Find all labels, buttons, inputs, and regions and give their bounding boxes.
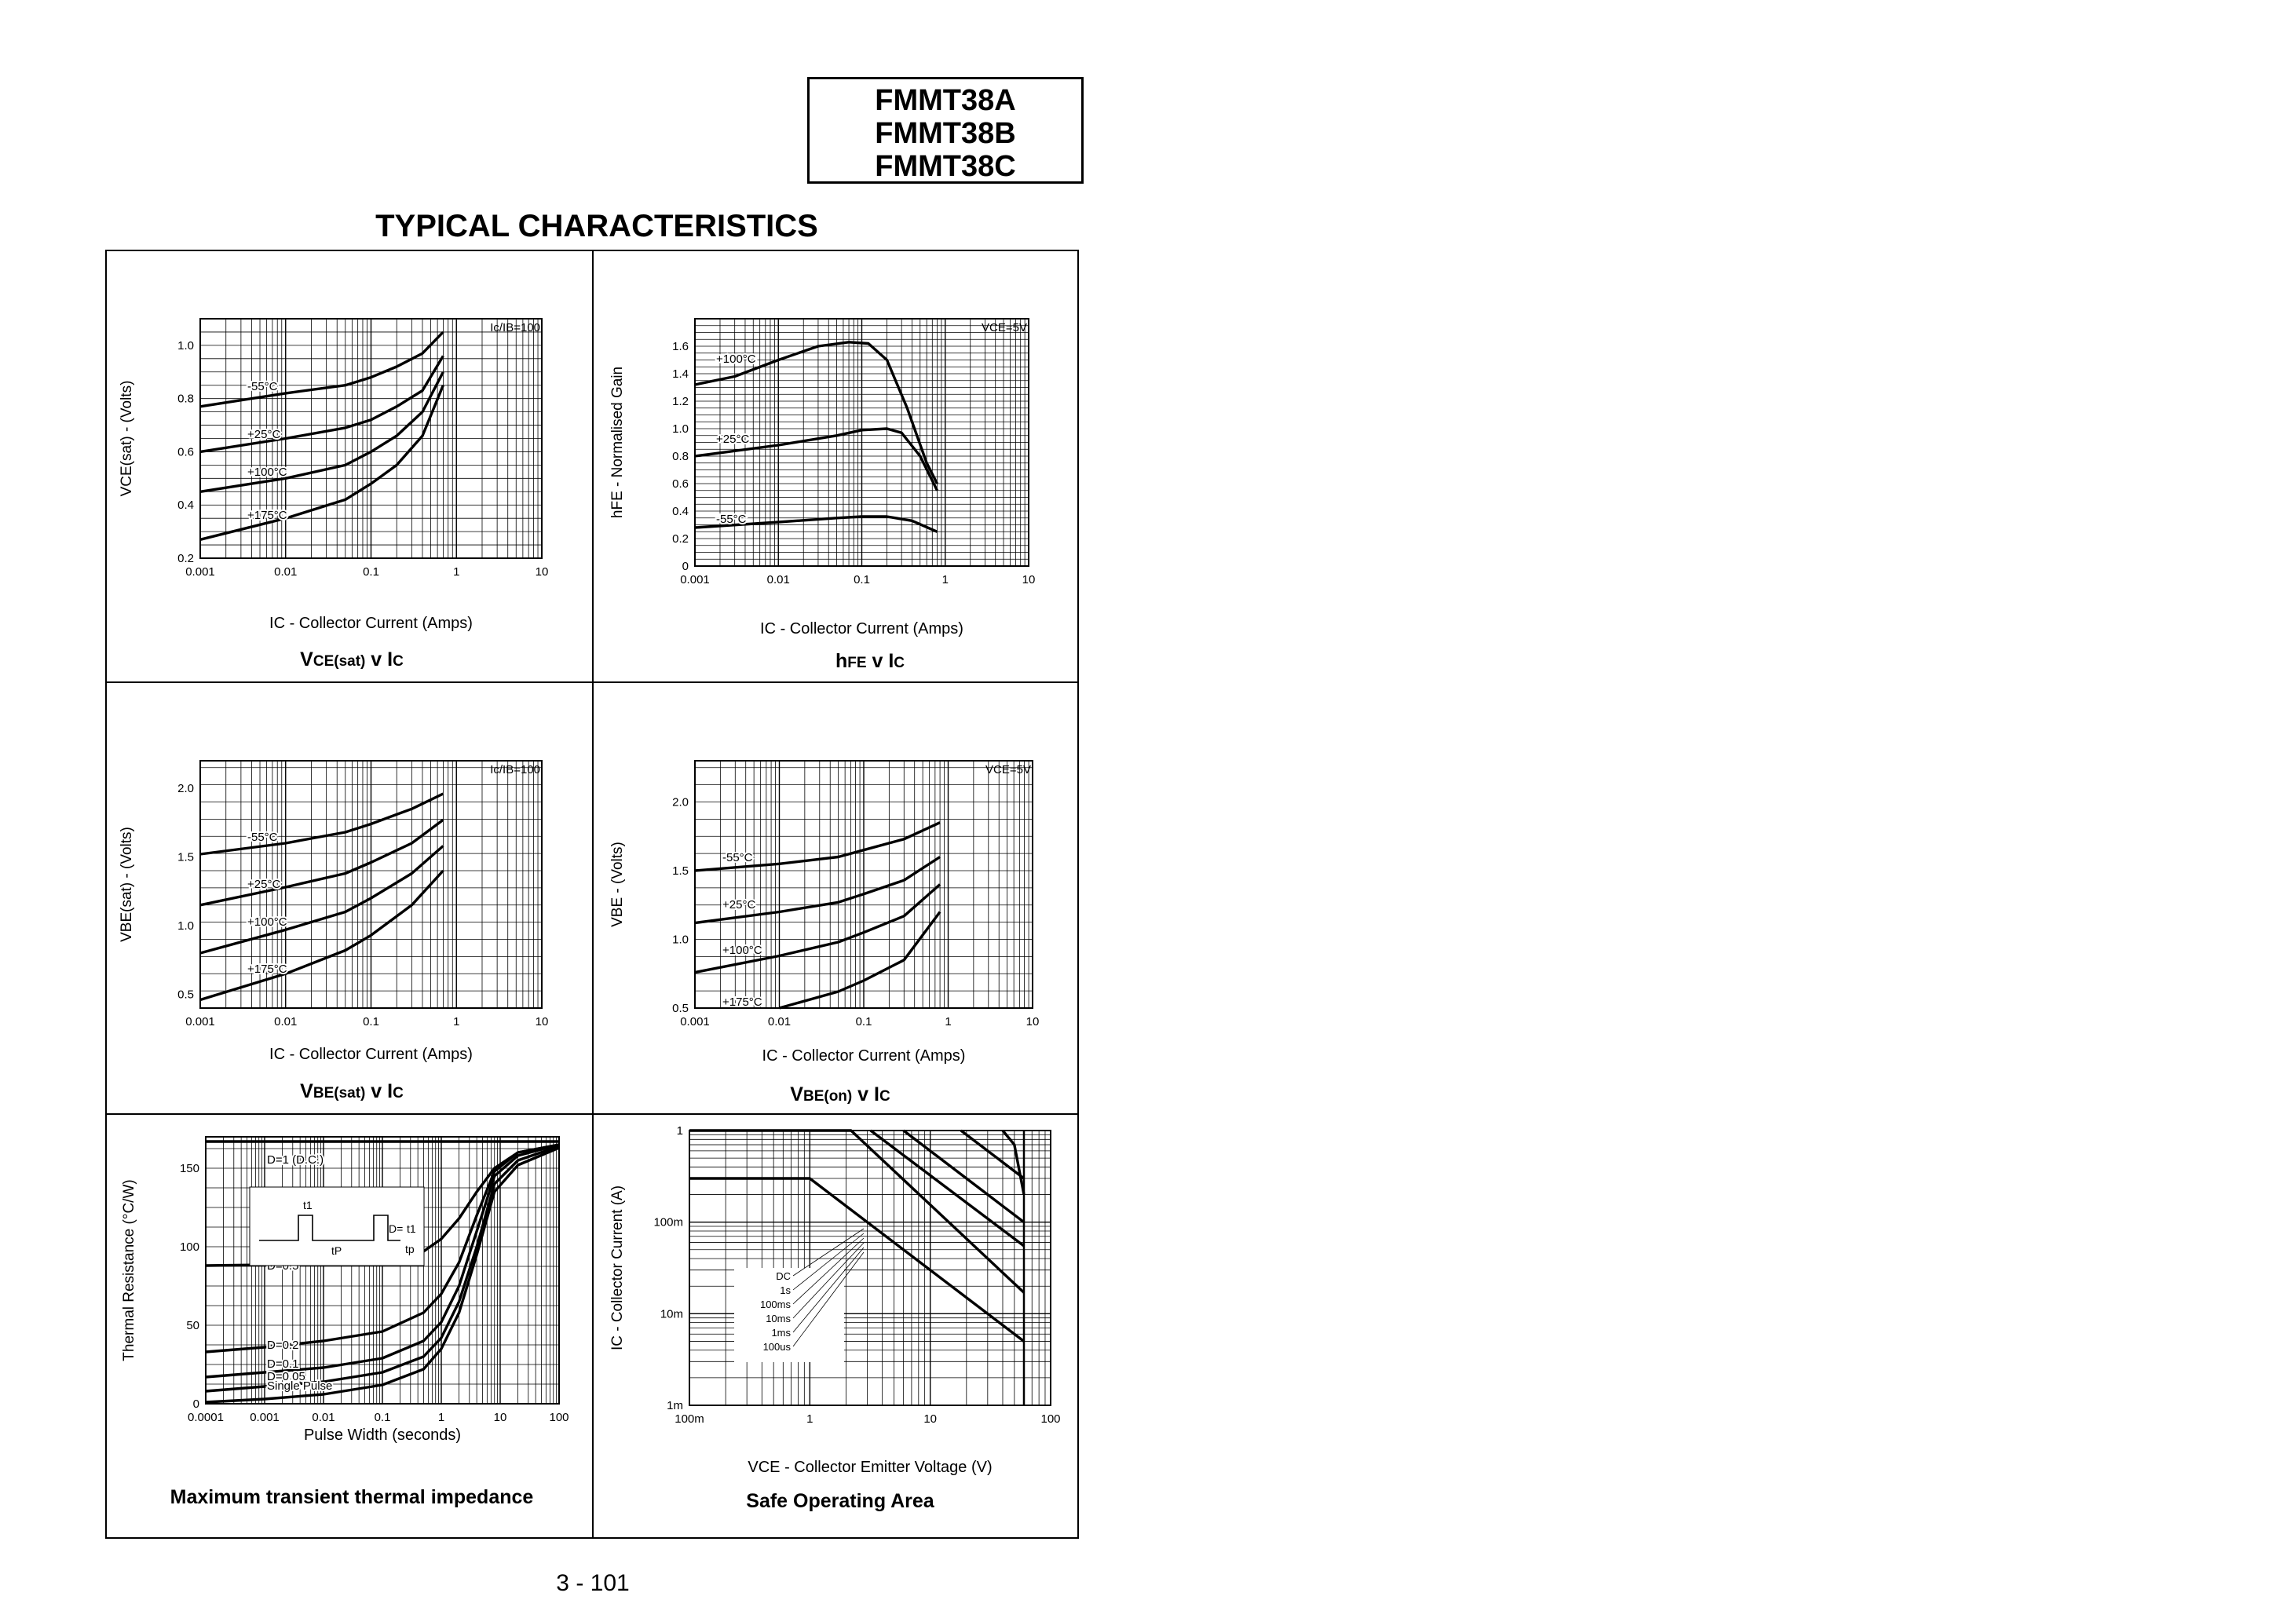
y-tick-label: 0.2 xyxy=(177,552,194,565)
x-axis-label: IC - Collector Current (Amps) xyxy=(762,1047,966,1065)
series-label: +25°C xyxy=(247,878,281,891)
y-tick-label: 2.0 xyxy=(672,795,689,809)
y-tick-label: 10m xyxy=(660,1307,683,1321)
caption-thermal: Maximum transient thermal impedance xyxy=(170,1486,534,1508)
caption-vce-sat: VCE(sat) v IC xyxy=(300,648,404,670)
series-line xyxy=(1003,1131,1024,1195)
series-label: Single Pulse xyxy=(267,1379,333,1393)
x-tick-label: 100 xyxy=(1040,1412,1061,1426)
x-tick-label: 0.1 xyxy=(374,1411,391,1424)
thermal-impedance-chart xyxy=(110,1115,581,1460)
x-tick-label: 0.0001 xyxy=(188,1411,224,1424)
pulse-inset-label: tp xyxy=(405,1243,415,1255)
y-tick-label: 0.6 xyxy=(672,477,689,491)
caption-vbe-sat: VBE(sat) v IC xyxy=(300,1080,404,1102)
x-axis-label: IC - Collector Current (Amps) xyxy=(269,615,473,632)
x-tick-label: 10 xyxy=(1026,1015,1040,1028)
condition-annotation: Ic/IB=100 xyxy=(490,321,540,334)
y-tick-label: 0.8 xyxy=(177,392,194,406)
x-tick-label: 10 xyxy=(535,1015,549,1028)
x-tick-label: 0.01 xyxy=(767,1015,792,1028)
x-tick-label: 0.01 xyxy=(312,1411,335,1424)
vbe-sat-chart xyxy=(110,742,581,1076)
y-tick-label: 1m xyxy=(667,1399,683,1412)
x-tick-label: 0.001 xyxy=(185,1015,215,1028)
series-label: +175°C xyxy=(247,509,287,522)
x-tick-label: 0.001 xyxy=(185,565,215,579)
y-tick-label: 1.0 xyxy=(177,338,194,353)
panel-divider-row1 xyxy=(105,681,1079,683)
x-tick-label: 10 xyxy=(923,1412,938,1426)
series-label: D=0.05 xyxy=(267,1370,305,1383)
series-line xyxy=(200,871,443,1000)
panel-divider-vertical xyxy=(592,250,594,1539)
series-label: +175°C xyxy=(247,963,287,976)
soa-legend-label: 1ms xyxy=(771,1327,791,1339)
y-tick-label: 0.5 xyxy=(672,1002,689,1015)
condition-annotation: VCE=5V xyxy=(982,321,1027,334)
caption-soa: Safe Operating Area xyxy=(746,1490,934,1512)
pulse-inset-label: tP xyxy=(331,1244,342,1257)
pulse-inset-label: D= xyxy=(389,1222,404,1235)
y-tick-label: 0.2 xyxy=(672,532,689,546)
x-tick-label: 0.001 xyxy=(680,573,710,586)
soa-legend-label: 10ms xyxy=(766,1313,791,1324)
x-tick-label: 1 xyxy=(806,1412,813,1426)
pulse-inset-label: t1 xyxy=(407,1222,416,1235)
series-line xyxy=(871,1131,1024,1246)
vce-sat-chart xyxy=(110,298,581,644)
x-tick-label: 1 xyxy=(453,1015,460,1028)
x-tick-label: 0.01 xyxy=(766,573,790,586)
condition-annotation: VCE=5V xyxy=(985,763,1031,776)
soa-legend-label: 100ms xyxy=(759,1299,791,1310)
x-tick-label: 0.1 xyxy=(363,565,379,579)
part-number-b: FMMT38B xyxy=(875,117,1016,150)
series-label: -55°C xyxy=(722,851,753,864)
series-label: +175°C xyxy=(722,995,762,1009)
pulse-inset-label: t1 xyxy=(303,1199,313,1211)
series-label: +100°C xyxy=(722,944,762,957)
series-label: +25°C xyxy=(716,433,750,446)
y-tick-label: 0.4 xyxy=(672,505,689,518)
x-tick-label: 100 xyxy=(549,1411,569,1424)
x-tick-label: 10 xyxy=(1022,573,1036,586)
page-title: TYPICAL CHARACTERISTICS xyxy=(375,209,818,243)
y-tick-label: 0.5 xyxy=(177,988,194,1002)
hfe-chart xyxy=(597,298,1068,644)
condition-annotation: Ic/IB=100 xyxy=(490,763,540,776)
x-tick-label: 0.001 xyxy=(250,1411,280,1424)
caption-vbe-on: VBE(on) v IC xyxy=(790,1083,890,1105)
part-number-c: FMMT38C xyxy=(875,150,1016,183)
x-tick-label: 10 xyxy=(535,565,549,579)
soa-legend-label: 100us xyxy=(762,1341,791,1353)
y-tick-label: 1.5 xyxy=(177,850,194,864)
soa-chart xyxy=(597,1115,1068,1476)
y-tick-label: 100m xyxy=(653,1215,683,1229)
y-tick-label: 1.0 xyxy=(672,933,689,947)
series-label: D=1 (D.C.) xyxy=(267,1153,324,1167)
part-number-a: FMMT38A xyxy=(875,84,1016,117)
y-tick-label: 0.6 xyxy=(177,445,194,459)
series-label: +100°C xyxy=(716,353,756,366)
vbe-on-chart xyxy=(597,742,1068,1076)
x-tick-label: 0.001 xyxy=(680,1015,710,1028)
y-tick-label: 0.4 xyxy=(177,499,194,513)
series-line xyxy=(200,385,443,540)
y-axis-label: Thermal Resistance (°C/W) xyxy=(121,1179,137,1361)
x-tick-label: 0.1 xyxy=(363,1015,379,1028)
series-label: D=0.2 xyxy=(267,1339,299,1352)
soa-legend-label: DC xyxy=(776,1270,791,1282)
y-tick-label: 0.8 xyxy=(672,450,689,463)
y-tick-label: 0 xyxy=(192,1397,199,1411)
y-tick-label: 1.0 xyxy=(177,919,194,933)
y-tick-label: 1 xyxy=(676,1124,683,1138)
y-tick-label: 1.6 xyxy=(672,340,689,353)
y-tick-label: 1.4 xyxy=(672,367,689,381)
x-axis-label: IC - Collector Current (Amps) xyxy=(760,620,963,637)
y-tick-label: 1.0 xyxy=(672,422,689,436)
x-tick-label: 0.01 xyxy=(274,1015,298,1028)
part-number-box xyxy=(807,77,1084,184)
y-tick-label: 150 xyxy=(179,1162,199,1175)
caption-hfe: hFE v IC xyxy=(835,650,905,672)
series-label: -55°C xyxy=(716,513,747,526)
x-tick-label: 10 xyxy=(493,1411,507,1424)
y-axis-label: hFE - Normalised Gain xyxy=(609,366,626,519)
x-tick-label: 1 xyxy=(453,565,460,579)
series-line xyxy=(200,356,443,451)
x-axis-label: VCE - Collector Emitter Voltage (V) xyxy=(748,1459,993,1476)
series-label: -55°C xyxy=(247,380,278,393)
x-tick-label: 0.01 xyxy=(274,565,298,579)
y-tick-label: 50 xyxy=(186,1319,199,1332)
y-axis-label: VBE - (Volts) xyxy=(609,842,626,927)
y-tick-label: 100 xyxy=(179,1240,199,1254)
page-number: 3 - 101 xyxy=(556,1570,630,1596)
series-line xyxy=(904,1131,1024,1222)
series-label: +25°C xyxy=(247,428,281,441)
y-tick-label: 1.5 xyxy=(672,864,689,878)
y-tick-label: 0 xyxy=(682,560,689,573)
x-tick-label: 100m xyxy=(675,1412,704,1426)
series-label: +100°C xyxy=(247,466,287,479)
series-line xyxy=(200,820,443,905)
x-axis-label: Pulse Width (seconds) xyxy=(303,1427,462,1444)
series-label: -55°C xyxy=(247,831,278,844)
y-tick-label: 1.2 xyxy=(672,395,689,408)
series-label: D=0.1 xyxy=(267,1357,299,1371)
series-line xyxy=(200,846,443,954)
series-line xyxy=(200,332,443,407)
x-tick-label: 1 xyxy=(945,1015,952,1028)
y-axis-label: IC - Collector Current (A) xyxy=(609,1185,626,1351)
series-label: +25°C xyxy=(722,898,756,911)
x-tick-label: 1 xyxy=(941,573,949,586)
y-axis-label: VCE(sat) - (Volts) xyxy=(119,380,135,497)
y-tick-label: 2.0 xyxy=(177,782,194,795)
y-axis-label: VBE(sat) - (Volts) xyxy=(119,827,135,942)
x-tick-label: 0.1 xyxy=(855,1015,872,1028)
x-axis-label: IC - Collector Current (Amps) xyxy=(269,1046,473,1063)
soa-legend-label: 1s xyxy=(780,1284,791,1296)
series-label: +100°C xyxy=(247,915,287,929)
x-tick-label: 0.1 xyxy=(854,573,870,586)
x-tick-label: 1 xyxy=(437,1411,445,1424)
